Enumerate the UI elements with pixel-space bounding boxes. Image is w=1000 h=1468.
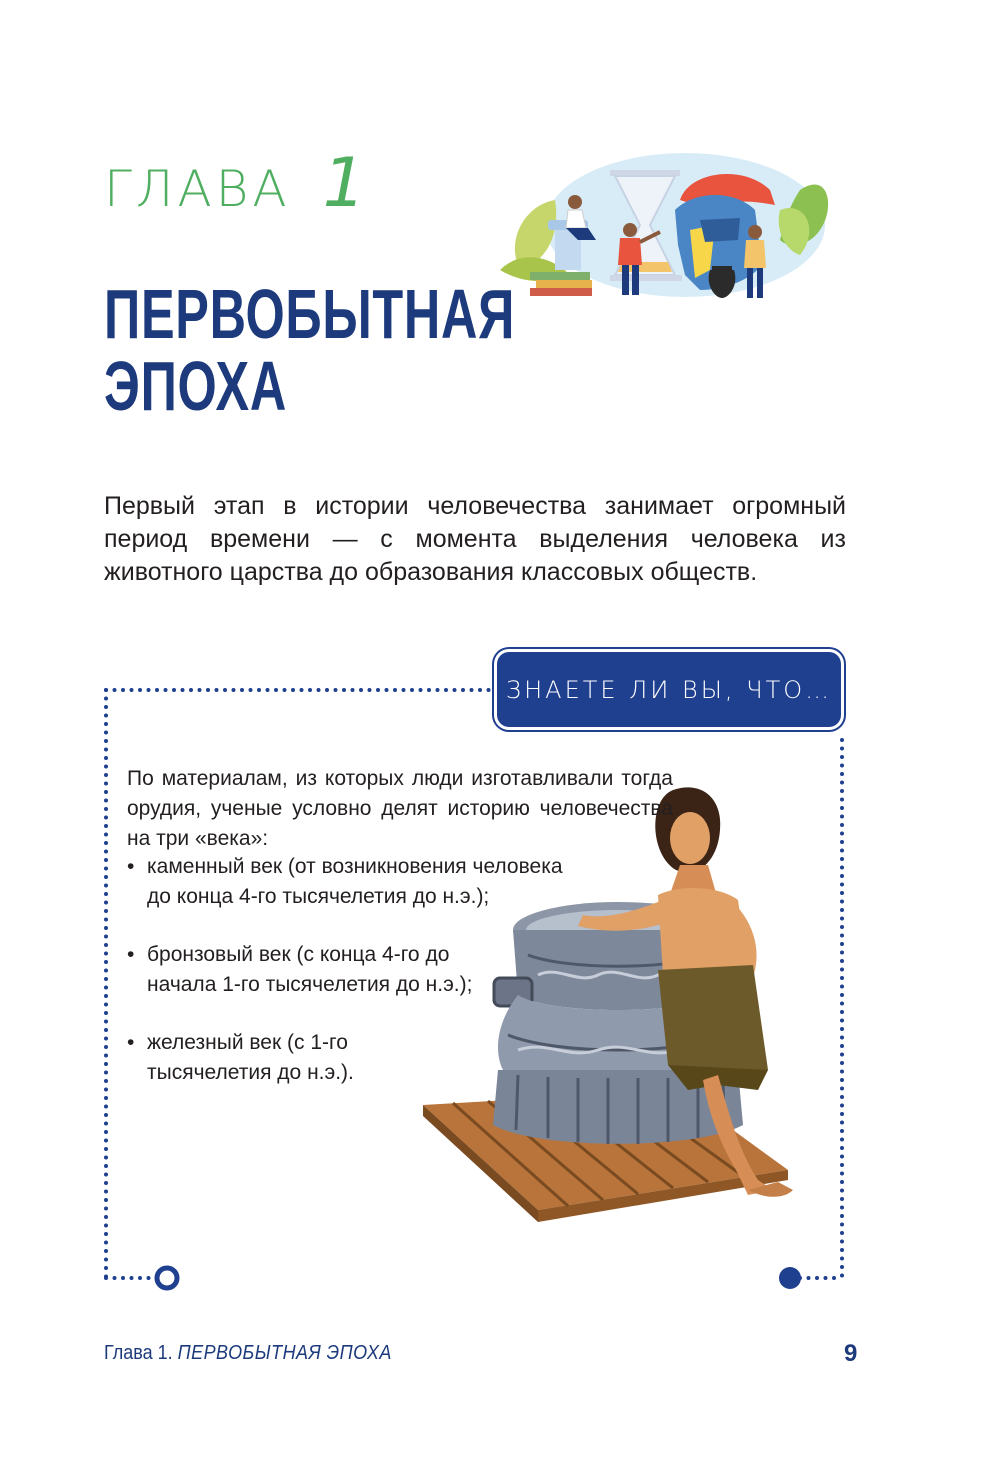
chapter-number: 1 <box>322 144 366 223</box>
bullet: • <box>127 1031 135 1054</box>
page-number: 9 <box>844 1340 858 1367</box>
chapter-title <box>104 275 516 425</box>
intro-paragraph: Первый этап в истории человечества занимает огромный период времени — с момента выделения человека из животного царства до образования классовых обществ. <box>104 492 846 586</box>
bullet: • <box>127 943 135 966</box>
bullet: • <box>127 855 135 878</box>
footer-chapter-title: ПЕРВОБЫТНАЯ ЭПОХА <box>177 1342 392 1364</box>
chapter-word: ГЛАВА <box>104 160 291 218</box>
fact-box-intro: По материалам, из которых люди изготавливали тогда орудия, ученые условно делят историю человечества на три «века»: <box>127 767 673 850</box>
footer-chapter-prefix: Глава 1. <box>104 1342 173 1364</box>
list-item <box>127 1028 441 1088</box>
chapter-title-line2: ЭПОХА <box>104 347 287 425</box>
list-item-text: железный век (с 1-го тысячелетия до н.э.). <box>147 1031 354 1084</box>
list-item-text: каменный век (от возникновения человека до конца 4-го тысячелетия до н.э.); <box>147 855 563 908</box>
history-people-helmet-illustration <box>500 150 840 310</box>
fact-box-heading: ЗНАЕТЕ ЛИ ВЫ, ЧТО… <box>497 652 841 727</box>
running-footer <box>104 1342 392 1365</box>
chapter-title-line1: ПЕРВОБЫТНАЯ <box>104 275 516 353</box>
list-item <box>127 940 495 1000</box>
chapter-label <box>104 144 366 223</box>
list-item <box>127 852 587 912</box>
list-item-text: бронзовый век (с конца 4-го до начала 1-го тысячелетия до н.э.); <box>147 943 473 996</box>
frame-corner-circle-open <box>157 1268 177 1288</box>
frame-corner-circle-filled <box>779 1267 801 1289</box>
